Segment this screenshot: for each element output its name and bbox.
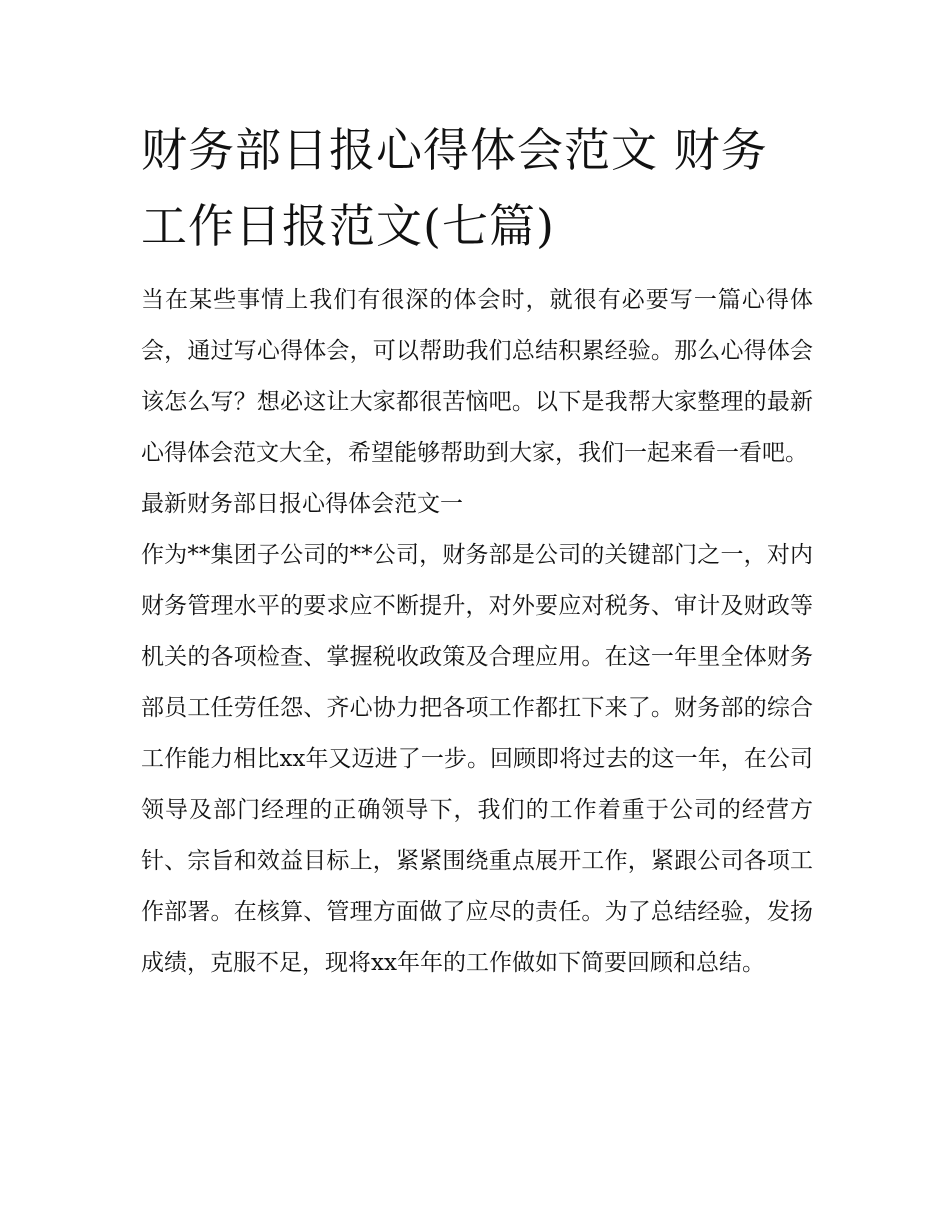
document-page xyxy=(141,112,813,989)
document-title: 财务部日报心得体会范文 财务工作日报范文(七篇) xyxy=(141,123,768,253)
intro-paragraph: 当在某些事情上我们有很深的体会时，就很有必要写一篇心得体会，通过写心得体会，可以帮助我们总结积累经验。那么心得体会该怎么写？想必这让大家都很苦恼吧。以下是我帮大家整理的最新心得体会范文大全，希望能够帮助到大家，我们一起来看一看吧。 xyxy=(141,287,813,466)
body-paragraph: 作为**集团子公司的**公司，财务部是公司的关键部门之一，对内财务管理水平的要求应不断提升，对外要应对税务、审计及财政等机关的各项检查、掌握税收政策及合理应用。在这一年里全体财务部员工任劳任怨、齐心协力把各项工作都扛下来了。财务部的综合工作能力相比xx年又迈进了一步。回顾即将过去的这一年，在公司领导及部门经理的正确领导下，我们的工作着重于公司的经营方针、宗旨和效益目标上，紧紧围绕重点展开工作，紧跟公司各项工作部署。在核算、管理方面做了应尽的责任。为了总结经验，发扬成绩，克服不足，现将xx年年的工作做如下简要回顾和总结。 xyxy=(141,542,813,976)
section-heading: 最新财务部日报心得体会范文一 xyxy=(141,491,463,517)
